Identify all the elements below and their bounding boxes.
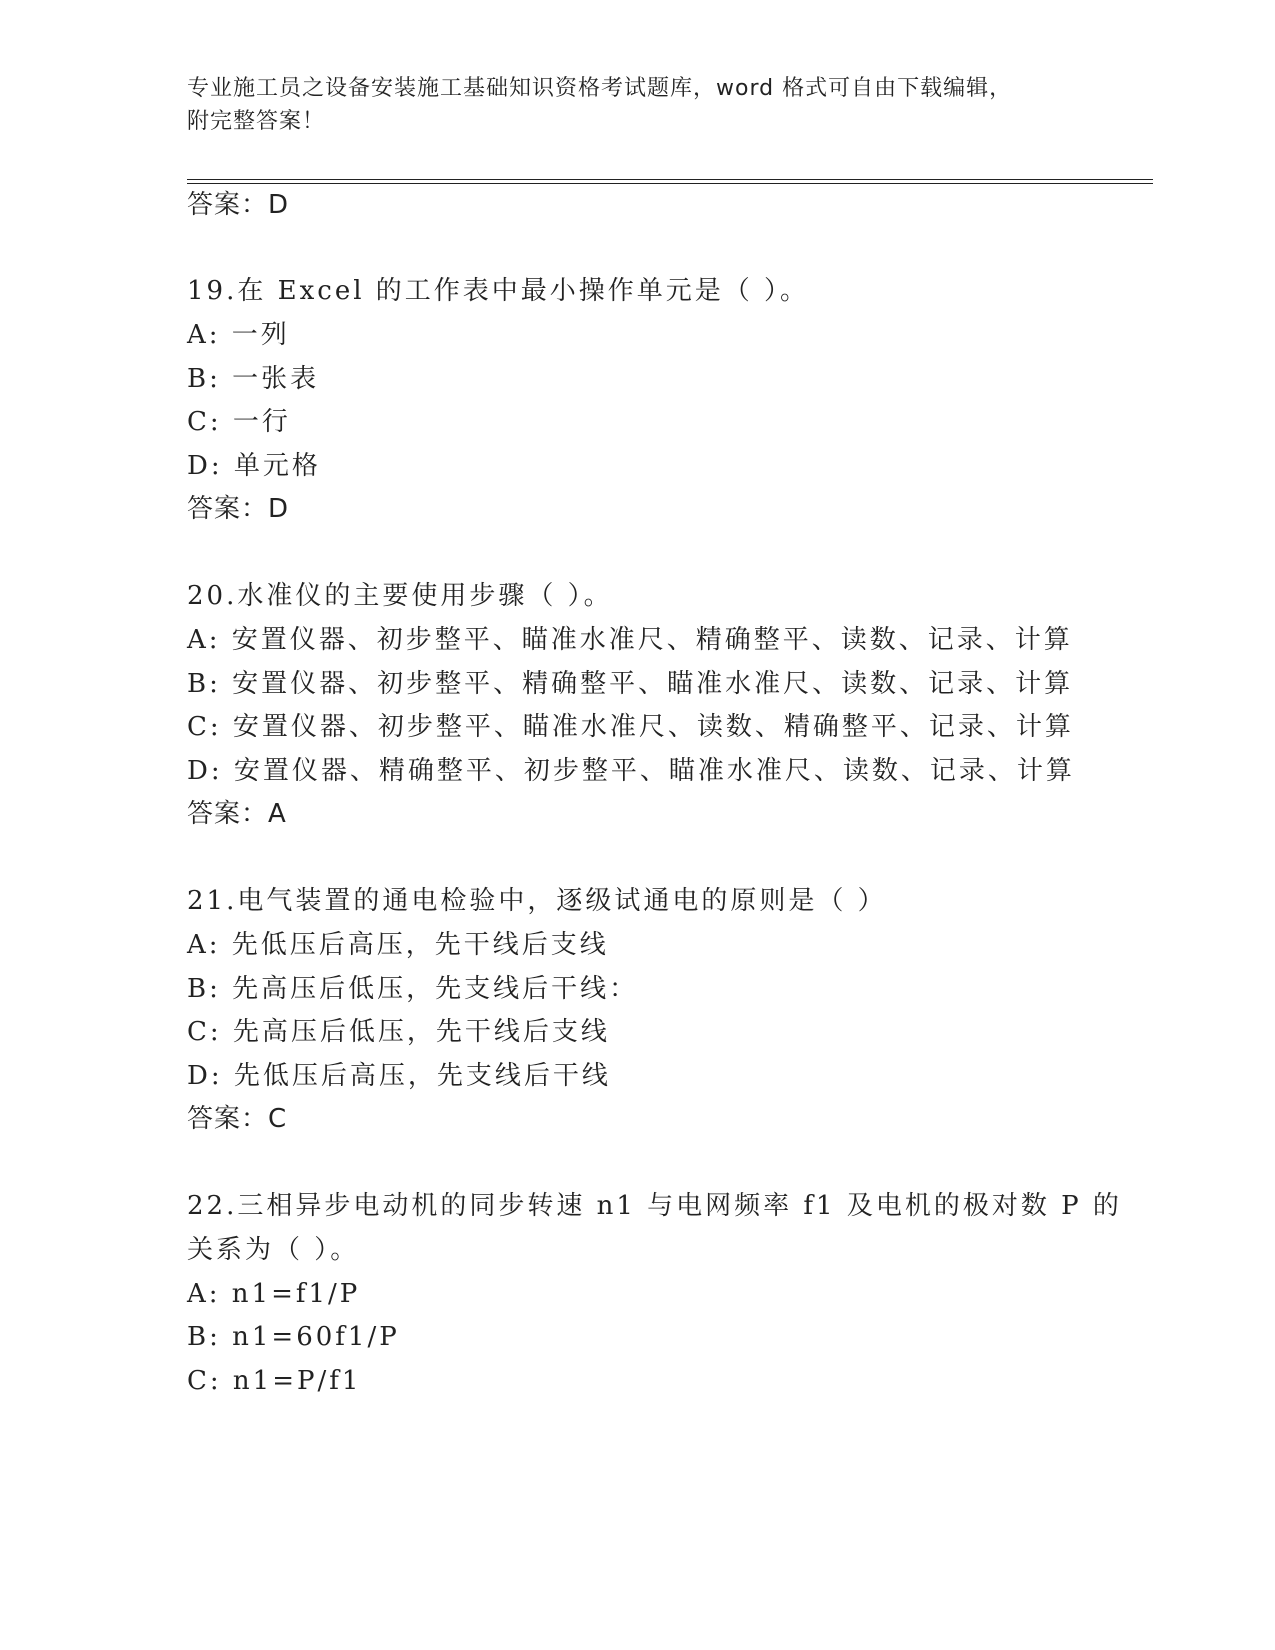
question-stem: 21.电气装置的通电检验中，逐级试通电的原则是（ ） [187, 886, 887, 916]
answer-line: 答案：A [187, 799, 287, 829]
option-c: C: 安置仪器、初步整平、瞄准水准尺、读数、精确整平、记录、计算 [187, 712, 1074, 742]
option-c: C: 一行 [187, 407, 291, 437]
header-rule-top [187, 179, 1153, 180]
option-d: D: 单元格 [187, 451, 321, 481]
option-b: B: 一张表 [187, 364, 320, 394]
question-stem: 19.在 Excel 的工作表中最小操作单元是（ ）。 [187, 276, 810, 306]
document-header [187, 72, 1067, 138]
header-line-2: 附完整答案！ [187, 109, 326, 134]
option-a: A: n1=f1/P [187, 1279, 361, 1309]
option-c: C: n1=P/f1 [187, 1366, 362, 1396]
option-b: B: n1=60f1/P [187, 1322, 400, 1352]
question-stem: 22.三相异步电动机的同步转速 n1 与电网频率 f1 及电机的极对数 P 的 [187, 1191, 1122, 1221]
option-c: C: 先高压后低压，先干线后支线 [187, 1017, 610, 1047]
answer-line: 答案：D [187, 494, 290, 524]
option-a: A: 安置仪器、初步整平、瞄准水准尺、精确整平、读数、记录、计算 [187, 625, 1073, 655]
question-stem-continued: 关系为（ ）。 [187, 1235, 360, 1265]
option-b: B: 先高压后低压，先支线后干线： [187, 974, 639, 1004]
option-d: D: 安置仪器、精确整平、初步整平、瞄准水准尺、读数、记录、计算 [187, 756, 1075, 786]
answer-line: 答案：D [187, 190, 290, 220]
option-d: D: 先低压后高压，先支线后干线 [187, 1061, 611, 1091]
option-a: A: 一列 [187, 320, 290, 350]
question-stem: 20.水准仪的主要使用步骤（ ）。 [187, 581, 613, 611]
option-a: A: 先低压后高压，先干线后支线 [187, 930, 609, 960]
option-b: B: 安置仪器、初步整平、精确整平、瞄准水准尺、读数、记录、计算 [187, 669, 1074, 699]
header-rule-bottom [187, 183, 1153, 184]
answer-line: 答案：C [187, 1104, 288, 1134]
header-line-1: 专业施工员之设备安装施工基础知识资格考试题库，word 格式可自由下载编辑， [187, 76, 1013, 101]
